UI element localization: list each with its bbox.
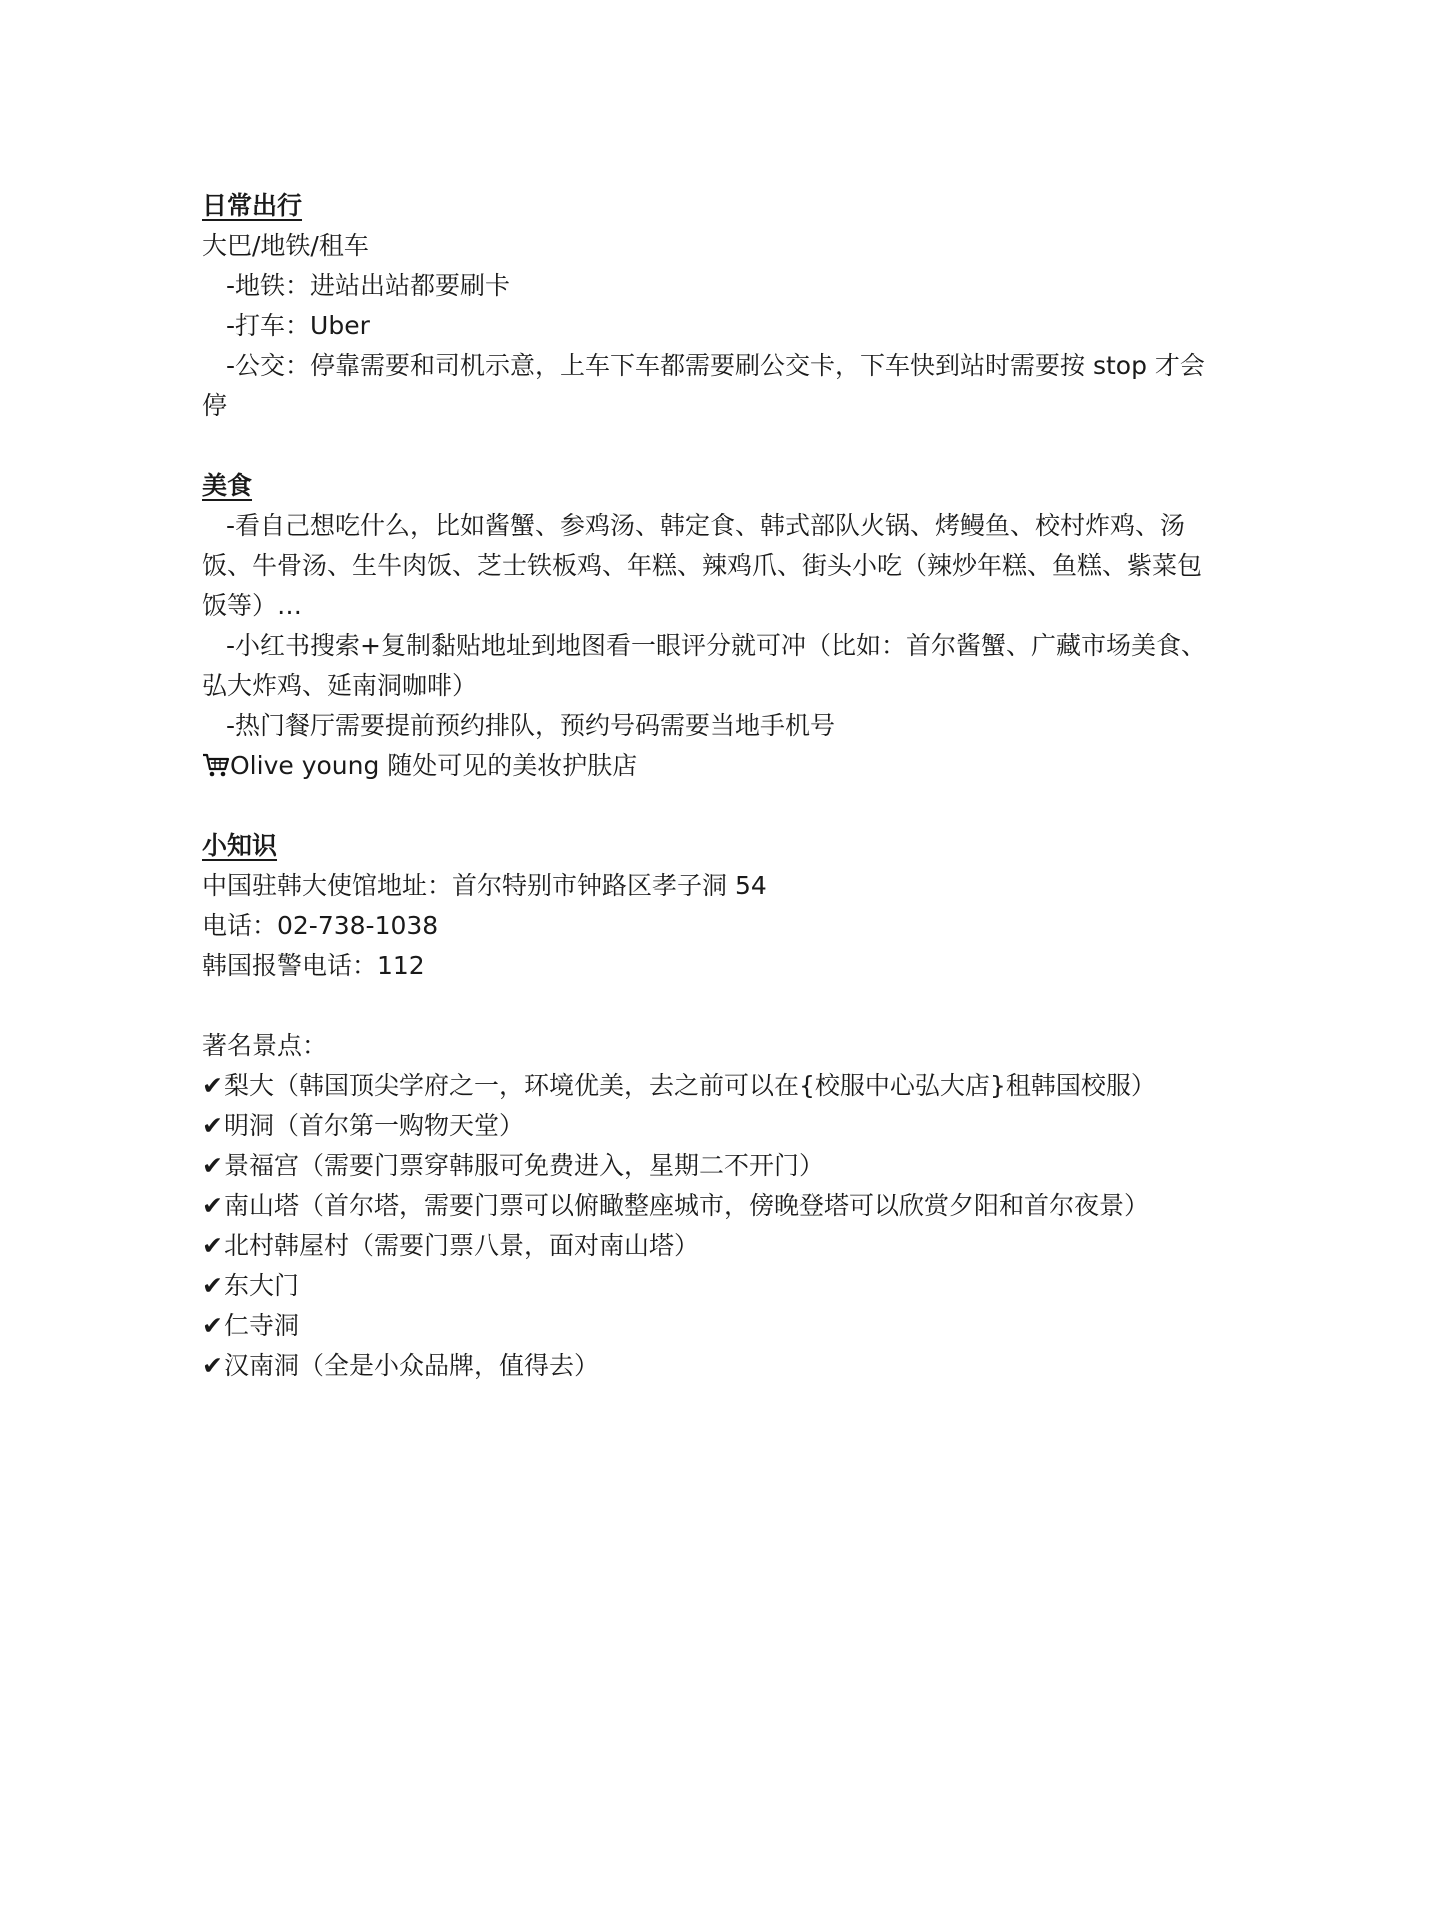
sight-label: 东大门 [224, 1271, 300, 1300]
food-item: -小红书搜索+复制黏贴地址到地图看一眼评分就可冲（比如：首尔酱蟹、广藏市场美食、 [226, 631, 1206, 660]
transport-item: -打车：Uber [226, 311, 370, 340]
sight-label: 北村韩屋村（需要门票八景，面对南山塔） [224, 1231, 700, 1260]
embassy-phone: 电话：02-738-1038 [202, 911, 439, 940]
food-item: -看自己想吃什么，比如酱蟹、参鸡汤、韩定食、韩式部队火锅、烤鳗鱼、校村炸鸡、汤 [226, 511, 1186, 540]
checkmark-icon: ✔ [202, 1191, 223, 1220]
sight-label: 南山塔（首尔塔，需要门票可以俯瞰整座城市，傍晚登塔可以欣赏夕阳和首尔夜景） [224, 1191, 1150, 1220]
tips-section [202, 826, 1282, 986]
spacer [202, 986, 1282, 1026]
spacer [202, 786, 1282, 826]
sight-item [202, 1066, 1282, 1106]
sight-item [202, 1186, 1282, 1226]
sight-label: 景福宫（需要门票穿韩服可免费进入，星期二不开门） [224, 1151, 825, 1180]
sight-label: 梨大（韩国顶尖学府之一，环境优美，去之前可以在{校服中心弘大店}租韩国校服） [224, 1071, 1156, 1100]
shop-line [202, 746, 1282, 786]
police-phone: 韩国报警电话：112 [202, 951, 425, 980]
sight-label: 明洞（首尔第一购物天堂） [224, 1111, 525, 1140]
spacer [202, 426, 1282, 466]
sight-label: 仁寺洞 [224, 1311, 300, 1340]
sight-label: 汉南洞（全是小众品牌，值得去） [224, 1351, 600, 1380]
food-section [202, 466, 1282, 786]
checkmark-icon: ✔ [202, 1151, 223, 1180]
transport-item: -地铁：进站出站都要刷卡 [226, 271, 511, 300]
sight-item [202, 1146, 1282, 1186]
transport-title: 日常出行 [202, 191, 303, 220]
checkmark-icon: ✔ [202, 1231, 223, 1260]
shopping-cart-icon [202, 750, 230, 776]
checkmark-icon: ✔ [202, 1271, 223, 1300]
sights-section [202, 1026, 1282, 1386]
document-page [202, 186, 1282, 1386]
transport-item: -公交：停靠需要和司机示意，上车下车都需要刷公交卡，下车快到站时需要按 stop 才会 [226, 351, 1205, 380]
checkmark-icon: ✔ [202, 1351, 223, 1380]
tips-title: 小知识 [202, 831, 278, 860]
checkmark-icon: ✔ [202, 1311, 223, 1340]
food-item-continued: 弘大炸鸡、延南洞咖啡） [202, 671, 478, 700]
sight-item [202, 1346, 1282, 1386]
sight-item [202, 1306, 1282, 1346]
sight-item [202, 1226, 1282, 1266]
checkmark-icon: ✔ [202, 1071, 223, 1100]
food-item-continued: 饭、牛骨汤、生牛肉饭、芝士铁板鸡、年糕、辣鸡爪、街头小吃（辣炒年糕、鱼糕、紫菜包 [202, 551, 1203, 580]
transport-subtitle: 大巴/地铁/租车 [202, 231, 369, 260]
food-item-continued: 饭等）… [202, 591, 303, 620]
checkmark-icon: ✔ [202, 1111, 223, 1140]
food-title: 美食 [202, 471, 253, 500]
transport-section [202, 186, 1282, 426]
sights-heading: 著名景点： [202, 1031, 328, 1060]
sight-item [202, 1266, 1282, 1306]
sight-item [202, 1106, 1282, 1146]
shop-text: Olive young 随处可见的美妆护肤店 [230, 751, 638, 780]
food-item: -热门餐厅需要提前预约排队，预约号码需要当地手机号 [226, 711, 836, 740]
transport-item-continued: 停 [202, 391, 228, 420]
embassy-address: 中国驻韩大使馆地址：首尔特别市钟路区孝子洞 54 [202, 871, 767, 900]
